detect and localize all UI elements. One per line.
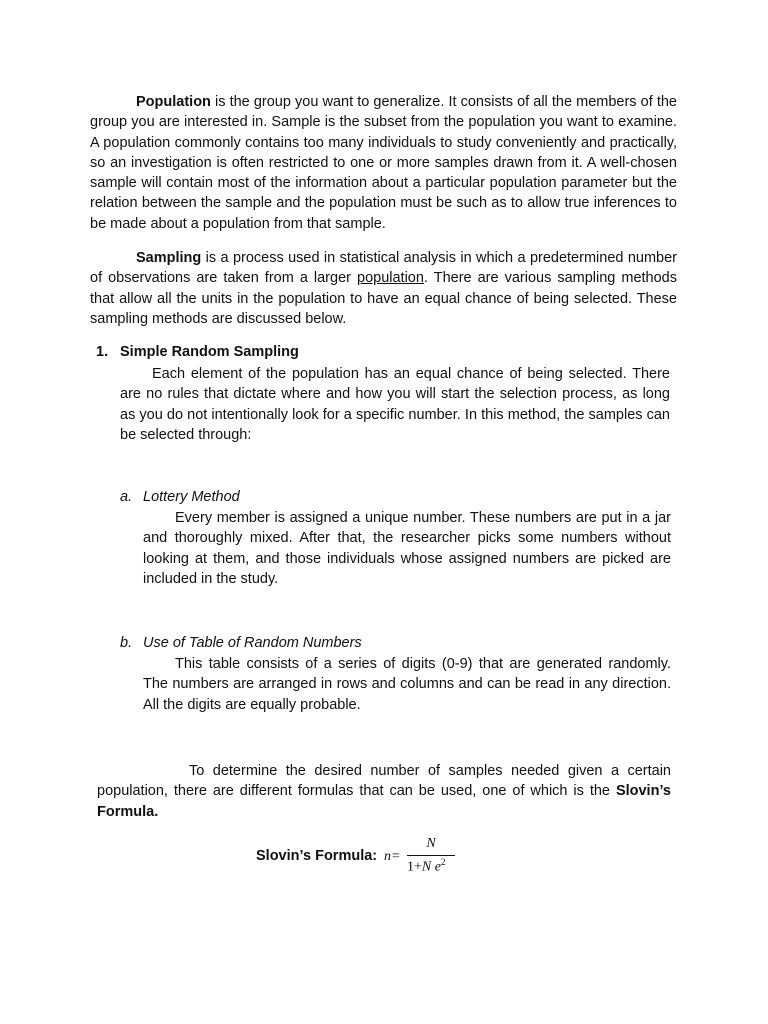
population-term: Population xyxy=(136,94,211,110)
formula-numerator: N xyxy=(426,836,436,851)
list-body: Each element of the population has an equal chance of being selected. There are no rules that dictate where and how you will start the selection process, as long as you do not intentionally look for a specific number. In this method, the samples can be selected through: xyxy=(120,366,670,443)
sub-title-a: Lottery Method xyxy=(143,489,240,505)
list-title: Simple Random Sampling xyxy=(120,344,299,360)
slovin-paragraph xyxy=(97,761,671,822)
sampling-term: Sampling xyxy=(136,250,202,266)
sub-title-b: Use of Table of Random Numbers xyxy=(143,635,362,651)
den-exponent: 2 xyxy=(440,857,446,867)
population-text: is the group you want to generalize. It consists of all the members of the group you are interested in. Sample is the subset from the population you want to examine. A population commonly contains too many individuals to study conveniently and practically, so an investigation is often restricted to one or more samples drawn from it. A well-chosen sample will contain most of the information about a particular population parameter but the relation between the sample and the population must be such as to allow true inferences to be made about a population from that sample. xyxy=(90,94,677,232)
den-e: e xyxy=(434,859,441,875)
slovin-text: To determine the desired number of samples needed given a certain population, there are different formulas that can be used, one of which is the xyxy=(97,763,671,800)
list-number: 1. xyxy=(96,344,109,360)
sub-letter-b: b. xyxy=(120,635,133,651)
fraction-bar xyxy=(407,855,455,856)
sub-body-a: Every member is assigned a unique number. These numbers are put in a jar and thoroughly mixed. After that, the researcher picks some numbers without looking at them, and those individuals whose assigned numbers are picked are included in the study. xyxy=(143,510,671,587)
population-link[interactable]: population xyxy=(357,270,424,287)
slovin-term: Slovin’s Formula. xyxy=(97,783,671,820)
population-paragraph xyxy=(90,92,677,234)
formula-lhs: n= xyxy=(384,849,401,864)
formula-label: Slovin’s Formula: xyxy=(256,848,378,864)
formula-denominator xyxy=(407,857,467,876)
sampling-paragraph xyxy=(90,248,677,329)
sub-letter-a: a. xyxy=(120,489,133,505)
sampling-text-1: is a process used in statistical analysis in which a predetermined number of observations are taken from a larger xyxy=(90,250,677,287)
sampling-text-2: . There are various sampling methods that allow all the units in the population to have an equal chance of being selected. These sampling methods are discussed below. xyxy=(90,270,677,327)
den-one: 1+ xyxy=(407,859,422,875)
den-N: N xyxy=(421,859,432,875)
sub-body-b: This table consists of a series of digits (0-9) that are generated randomly. The numbers are arranged in rows and columns and can be read in any direction. All the digits are equally probable. xyxy=(143,656,671,713)
